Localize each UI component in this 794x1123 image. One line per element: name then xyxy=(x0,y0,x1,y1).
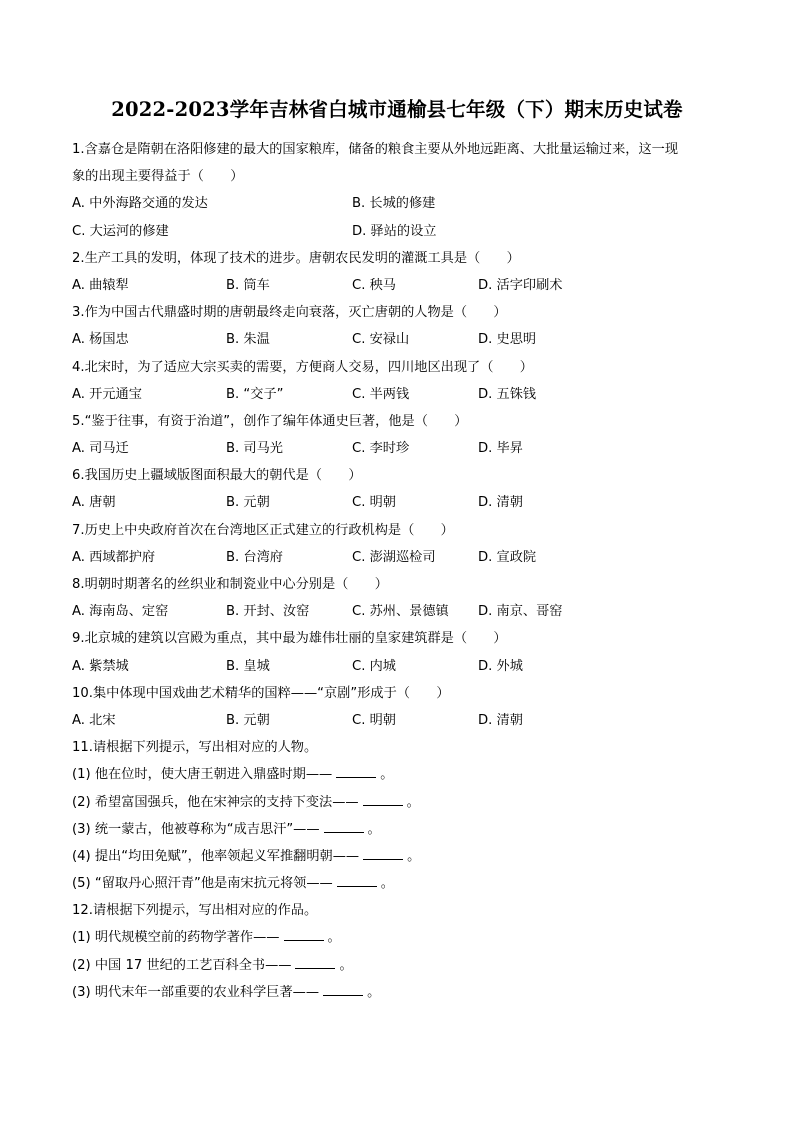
fill-item-prompt: (3) 统一蒙古，他被尊称为“成吉思汗”—— xyxy=(72,821,320,837)
end-mark: 。 xyxy=(407,848,421,864)
option-d: D. 史思明 xyxy=(478,332,537,348)
option-b: B. 元朝 xyxy=(226,495,270,511)
fill-item xyxy=(72,843,732,870)
options-row xyxy=(72,272,732,299)
option-d: D. 五铢钱 xyxy=(478,386,537,402)
question-stem: 6.我国历史上疆域版图面积最大的朝代是（ ） xyxy=(72,468,362,484)
answer-blank xyxy=(295,954,335,969)
answer-blank xyxy=(363,791,403,806)
option-b: B. 朱温 xyxy=(226,332,270,348)
end-mark: 。 xyxy=(380,876,394,892)
option-b: B. 开封、汝窑 xyxy=(226,604,310,620)
end-mark: 。 xyxy=(367,821,381,837)
option-d: D. 清朝 xyxy=(478,495,523,511)
option-b: B. 皇城 xyxy=(226,658,270,674)
question-stem: 5.“鉴于往事，有资于治道”，创作了编年体通史巨著，他是（ ） xyxy=(72,413,468,429)
question-stem: 10.集中体现中国戏曲艺术精华的国粹——“京剧”形成于（ ） xyxy=(72,685,450,701)
question-block xyxy=(72,462,732,516)
end-mark: 。 xyxy=(380,767,394,783)
fill-item-prompt: (3) 明代末年一部重要的农业科学巨著—— xyxy=(72,984,320,1000)
option-c: C. 李时珍 xyxy=(352,441,410,457)
end-mark: 。 xyxy=(339,957,353,973)
options-row xyxy=(72,653,732,680)
question-block xyxy=(72,517,732,571)
option-c: C. 内城 xyxy=(352,658,396,674)
end-mark: 。 xyxy=(367,984,381,1000)
fill-item-prompt: (1) 他在位时，使大唐王朝进入鼎盛时期—— xyxy=(72,767,333,783)
end-mark: 。 xyxy=(406,794,420,810)
options-row xyxy=(72,435,732,462)
fill-item xyxy=(72,789,732,816)
question-stem: 12.请根据下列提示，写出相对应的作品。 xyxy=(72,903,318,919)
answer-blank xyxy=(323,981,363,996)
question-stem: 11.请根据下列提示，写出相对应的人物。 xyxy=(72,740,318,756)
end-mark: 。 xyxy=(327,930,341,946)
option-a: A. 曲辕犁 xyxy=(72,277,129,293)
options-row xyxy=(72,381,732,408)
fill-item xyxy=(72,816,732,843)
exam-content xyxy=(72,136,732,1006)
option-c: C. 大运河的修建 xyxy=(72,223,169,239)
option-b: B. 司马光 xyxy=(226,441,283,457)
question-block xyxy=(72,571,732,625)
question-block xyxy=(72,245,732,299)
fill-item-prompt: (5) “留取丹心照汗青”他是南宋抗元将领—— xyxy=(72,876,333,892)
question-stem: 7.历史上中央政府首次在台湾地区正式建立的行政机构是（ ） xyxy=(72,522,454,538)
answer-blank xyxy=(337,872,377,887)
answer-blank xyxy=(284,926,324,941)
question-block xyxy=(72,354,732,408)
fill-item xyxy=(72,924,732,951)
fill-item xyxy=(72,952,732,979)
option-a: A. 西域都护府 xyxy=(72,549,156,565)
option-b: B. 筒车 xyxy=(226,277,270,293)
option-c: C. 明朝 xyxy=(352,495,396,511)
option-a: A. 司马迁 xyxy=(72,441,129,457)
fill-in-question xyxy=(72,897,732,1006)
fill-item xyxy=(72,761,732,788)
fill-in-question xyxy=(72,734,732,897)
question-stem: 象的出现主要得益于（ ） xyxy=(72,169,244,185)
options-row xyxy=(72,190,732,217)
exam-title: 2022-2023学年吉林省白城市通榆县七年级（下）期末历史试卷 xyxy=(111,98,683,121)
question-block xyxy=(72,408,732,462)
option-a: A. 紫禁城 xyxy=(72,658,129,674)
option-d: D. 南京、哥窑 xyxy=(478,604,563,620)
options-row xyxy=(72,707,732,734)
option-a: A. 中外海路交通的发达 xyxy=(72,196,208,212)
option-b: B. “交子” xyxy=(226,386,284,402)
options-row xyxy=(72,544,732,571)
answer-blank xyxy=(324,818,364,833)
option-d: D. 活字印刷术 xyxy=(478,277,563,293)
option-d: D. 外城 xyxy=(478,658,523,674)
option-c: C. 安禄山 xyxy=(352,332,410,348)
question-block xyxy=(72,299,732,353)
fill-item-prompt: (2) 希望富国强兵，他在宋神宗的支持下变法—— xyxy=(72,794,359,810)
question-stem: 3.作为中国古代鼎盛时期的唐朝最终走向衰落，灭亡唐朝的人物是（ ） xyxy=(72,305,507,321)
options-row xyxy=(72,218,732,245)
option-b: B. 元朝 xyxy=(226,712,270,728)
option-d: D. 清朝 xyxy=(478,712,523,728)
options-row xyxy=(72,326,732,353)
fill-item-prompt: (1) 明代规模空前的药物学著作—— xyxy=(72,930,280,946)
answer-blank xyxy=(363,845,403,860)
option-d: D. 毕昇 xyxy=(478,441,523,457)
question-block xyxy=(72,680,732,734)
question-stem: 8.明朝时期著名的丝织业和制瓷业中心分别是（ ） xyxy=(72,577,388,592)
option-a: A. 海南岛、定窑 xyxy=(72,604,169,620)
fill-item xyxy=(72,979,732,1006)
option-b: B. 台湾府 xyxy=(226,549,283,565)
option-c: C. 秧马 xyxy=(352,277,396,293)
option-b: B. 长城的修建 xyxy=(352,196,436,212)
question-block xyxy=(72,625,732,679)
options-row xyxy=(72,489,732,516)
question-stem: 9.北京城的建筑以宫殿为重点，其中最为雄伟壮丽的皇家建筑群是（ ） xyxy=(72,631,507,647)
question-stem: 1.含嘉仓是隋朝在洛阳修建的最大的国家粮库，储备的粮食主要从外地远距离、大批量运输过来，这一现 xyxy=(72,142,679,157)
option-d: D. 宣政院 xyxy=(478,549,537,565)
fill-item xyxy=(72,870,732,897)
option-a: A. 北宋 xyxy=(72,712,116,728)
option-a: A. 唐朝 xyxy=(72,495,116,511)
question-block xyxy=(72,136,732,245)
option-c: C. 半两钱 xyxy=(352,386,410,402)
option-c: C. 明朝 xyxy=(352,712,396,728)
fill-item-prompt: (4) 提出“均田免赋”，他率领起义军推翻明朝—— xyxy=(72,848,360,864)
option-c: C. 苏州、景德镇 xyxy=(352,604,449,620)
option-d: D. 驿站的设立 xyxy=(352,223,437,239)
question-stem: 4.北宋时，为了适应大宗买卖的需要，方便商人交易，四川地区出现了（ ） xyxy=(72,359,533,375)
answer-blank xyxy=(336,763,376,778)
options-row xyxy=(72,598,732,625)
option-c: C. 澎湖巡检司 xyxy=(352,549,436,565)
fill-item-prompt: (2) 中国 17 世纪的工艺百科全书—— xyxy=(72,957,292,973)
question-stem: 2.生产工具的发明，体现了技术的进步。唐朝农民发明的灌溉工具是（ ） xyxy=(72,250,520,266)
option-a: A. 杨国忠 xyxy=(72,332,129,348)
option-a: A. 开元通宝 xyxy=(72,386,142,402)
